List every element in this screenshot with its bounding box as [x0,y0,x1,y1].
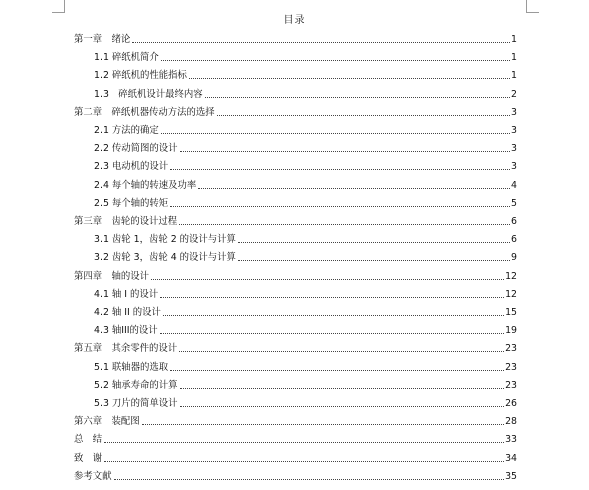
toc-entry[interactable] [94,83,517,101]
toc-entry-page-number: 1 [511,52,517,64]
toc-entry[interactable] [74,265,517,283]
toc-entry-label: 第六章 装配图 [74,416,140,428]
toc-entry-page-number: 3 [511,143,517,155]
toc-entry-page-number: 35 [505,470,517,482]
dot-leader [180,387,505,389]
dot-leader [151,278,504,280]
dot-leader [163,314,504,316]
toc-entry[interactable] [74,210,517,228]
toc-entry-label: 4.1 轴 I 的设计 [94,288,159,300]
dot-leader [104,441,504,443]
toc-entry-label: 第三章 齿轮的设计过程 [74,216,178,227]
toc-entry-page-number: 19 [505,325,517,337]
toc-entry[interactable] [94,119,517,137]
toc-entry[interactable] [94,155,517,173]
dot-leader [160,296,504,298]
toc-entry-page-number: 1 [511,34,517,45]
toc-entry[interactable] [94,192,517,210]
toc-entry[interactable] [94,46,517,64]
toc-entry-label: 第五章 其余零件的设计 [74,343,178,355]
toc-entry[interactable] [74,28,517,46]
toc-entry-label: 参考文献 [74,470,112,482]
toc-entry-label: 3.2 齿轮 3，齿轮 4 的设计与计算 [94,252,236,264]
toc-entry-page-number: 12 [505,270,517,282]
toc-entry[interactable] [74,101,517,119]
dot-leader [205,96,510,98]
toc-entry-page-number: 5 [511,197,517,209]
toc-entry[interactable] [94,64,517,82]
dot-leader [238,259,510,261]
toc-entry-label: 致 谢 [74,452,103,464]
toc-entry-label: 第四章 轴的设计 [74,270,150,282]
toc-entry[interactable] [94,392,517,410]
toc-entry-label: 1.1 碎纸机简介 [94,52,159,64]
toc-entry-label: 5.3 刀片的简单设计 [94,398,178,409]
dot-leader [180,150,511,152]
toc-entry-label: 2.4 每个轴的转速及功率 [94,179,197,191]
toc-entry[interactable] [74,428,517,446]
toc-entry-label: 2.3 电动机的设计 [94,161,169,173]
toc-entry-page-number: 12 [505,288,517,300]
toc-entry[interactable] [94,228,517,246]
toc-entry-page-number: 28 [505,416,517,428]
dot-leader [160,332,504,334]
toc-entry-page-number: 23 [505,361,517,373]
dot-leader [104,460,504,462]
toc-entry-label: 2.5 每个轴的转矩 [94,197,169,209]
toc-entry-label: 3.1 齿轮 1，齿轮 2 的设计与计算 [94,234,236,246]
dot-leader [198,187,510,189]
dot-leader [132,41,510,43]
toc-entry-page-number: 23 [505,343,517,355]
toc-entry[interactable] [74,410,517,428]
dot-leader [189,77,510,79]
toc-entry-page-number: 3 [511,161,517,173]
toc-entry[interactable] [94,283,517,301]
toc-entry[interactable] [74,465,517,483]
toc-entry-label: 5.2 轴承寿命的计算 [94,379,178,391]
toc-entry-label: 4.2 轴 II 的设计 [94,307,161,318]
toc-entry[interactable] [94,174,517,192]
dot-leader [170,168,510,170]
toc-entry-label: 5.1 联轴器的选取 [94,361,169,373]
toc-entry-page-number: 4 [511,179,517,191]
toc-entry-page-number: 6 [511,234,517,246]
toc-entry-page-number: 34 [505,452,517,464]
dot-leader [114,478,505,480]
toc-entry-label: 第二章 碎纸机器传动方法的选择 [74,106,215,118]
toc-entry[interactable] [94,246,517,264]
toc-entry-label: 总 结 [74,434,103,446]
dot-leader [170,369,504,371]
dot-leader [238,241,510,243]
toc-entry-page-number: 23 [505,379,517,391]
toc-entry-page-number: 2 [511,88,517,100]
toc-entry[interactable] [74,447,517,465]
dot-leader [142,423,504,425]
toc-entry[interactable] [94,301,517,319]
toc-entry[interactable] [94,356,517,374]
dot-leader [217,114,510,116]
toc-entry-label: 1.3 碎纸机设计最终内容 [94,88,203,100]
toc-entry-page-number: 26 [505,398,517,409]
toc-entry[interactable] [94,319,517,337]
toc-entry-label: 第一章 绪论 [74,34,131,45]
toc-entry-page-number: 9 [511,252,517,264]
dot-leader [161,132,510,134]
toc-entry[interactable] [94,137,517,155]
toc-entry-label: 2.2 传动简图的设计 [94,143,178,155]
toc-entry-page-number: 33 [505,434,517,446]
dot-leader [180,405,505,407]
toc-entry-page-number: 3 [511,106,517,118]
toc-entry-page-number: 6 [511,216,517,227]
dot-leader [179,350,504,352]
dot-leader [161,59,510,61]
toc-entry-page-number: 3 [511,125,517,136]
toc-entry[interactable] [94,374,517,392]
toc-title: 目录 [283,15,306,26]
toc-entry-label: 2.1 方法的确定 [94,125,159,136]
toc-entry-label: 1.2 碎纸机的性能指标 [94,70,187,82]
toc-entry-label: 4.3 轴III的设计 [94,325,158,337]
dot-leader [170,205,510,207]
toc-entry[interactable] [74,337,517,355]
toc-entry-page-number: 1 [511,70,517,82]
toc-entry-page-number: 15 [505,307,517,318]
dot-leader [179,223,510,225]
